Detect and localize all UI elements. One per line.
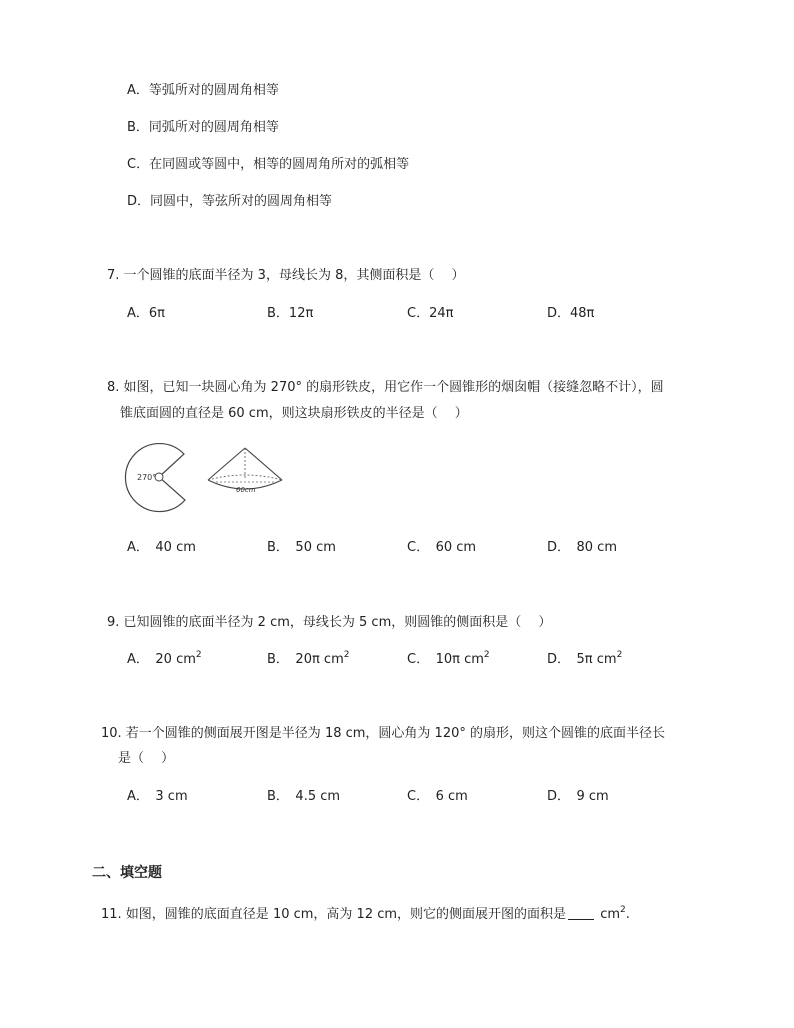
q9-option-a[interactable]: [127, 648, 202, 667]
q10-stem-line2: 是（ ）: [118, 751, 175, 766]
q6-option-a[interactable]: A．等弧所对的圆周角相等: [127, 83, 279, 98]
q11-unit-exp: 2: [620, 905, 626, 915]
q9-option-c-exp: 2: [483, 650, 490, 660]
q9-option-a-exp: 2: [195, 650, 202, 660]
q6-option-d[interactable]: D．同圆中，等弦所对的圆周角相等: [127, 194, 333, 209]
cone-diameter-label: 60cm: [236, 486, 256, 494]
q10-option-b[interactable]: B． 4.5 cm: [267, 789, 341, 804]
cone-right-edge: [245, 448, 282, 480]
cone-left-edge: [208, 448, 245, 480]
q9-option-b-exp: 2: [343, 650, 350, 660]
q10-option-c[interactable]: C． 6 cm: [407, 789, 468, 804]
q9-option-c-text: C． 10π cm: [407, 652, 484, 667]
q9-stem: 9. 已知圆锥的底面半径为 2 cm，母线长为 5 cm，则圆锥的侧面积是（ ）: [107, 615, 552, 630]
q7-stem: 7. 一个圆锥的底面半径为 3，母线长为 8，其侧面积是（ ）: [107, 268, 465, 283]
q11-end: .: [625, 907, 630, 922]
q8-option-d[interactable]: D． 80 cm: [547, 540, 617, 555]
q9-option-a-text: A． 20 cm: [127, 652, 196, 667]
q8-option-a[interactable]: A． 40 cm: [127, 540, 196, 555]
q9-option-d-exp: 2: [616, 650, 623, 660]
q6-option-c[interactable]: C．在同圆或等圆中，相等的圆周角所对的弧相等: [127, 157, 410, 172]
q7-option-a[interactable]: A．6π: [127, 306, 165, 321]
q7-option-b[interactable]: B．12π: [267, 306, 314, 321]
q9-option-b[interactable]: [267, 648, 349, 667]
sector-angle-label: 270°: [137, 473, 157, 482]
q9-option-b-text: B． 20π cm: [267, 652, 344, 667]
q8-stem-line2: 锥底面圆的直径是 60 cm，则这块扇形铁皮的半径是（ ）: [120, 406, 468, 421]
q7-option-d[interactable]: D．48π: [547, 306, 595, 321]
q6-option-b[interactable]: B．同弧所对的圆周角相等: [127, 120, 279, 135]
q8-option-b[interactable]: B． 50 cm: [267, 540, 336, 555]
q7-option-c[interactable]: C．24π: [407, 306, 454, 321]
q8-sector-figure: [124, 438, 194, 514]
q8-cone-figure: [204, 444, 286, 496]
q11-unit: cm: [600, 907, 620, 922]
q8-stem-line1: 8. 如图，已知一块圆心角为 270° 的扇形铁皮，用它作一个圆锥形的烟囱帽（接缝忽略不计），圆: [107, 380, 664, 395]
q10-option-d[interactable]: D． 9 cm: [547, 789, 609, 804]
q10-option-a[interactable]: A． 3 cm: [127, 789, 188, 804]
q10-stem-line1: 10. 若一个圆锥的侧面展开图是半径为 18 cm，圆心角为 120° 的扇形，则这个圆锥的底面半径长: [101, 726, 666, 741]
q9-option-d-text: D． 5π cm: [547, 652, 617, 667]
q11-stem: [101, 903, 630, 922]
q11-stem-text: 11. 如图，圆锥的底面直径是 10 cm，高为 12 cm，则它的侧面展开图的面积是: [101, 907, 567, 922]
section-title-fill-in: 二、填空题: [92, 865, 162, 881]
q11-answer-blank[interactable]: [568, 906, 594, 920]
q8-option-c[interactable]: C． 60 cm: [407, 540, 477, 555]
q9-option-c[interactable]: [407, 648, 490, 667]
q9-option-d[interactable]: [547, 648, 622, 667]
